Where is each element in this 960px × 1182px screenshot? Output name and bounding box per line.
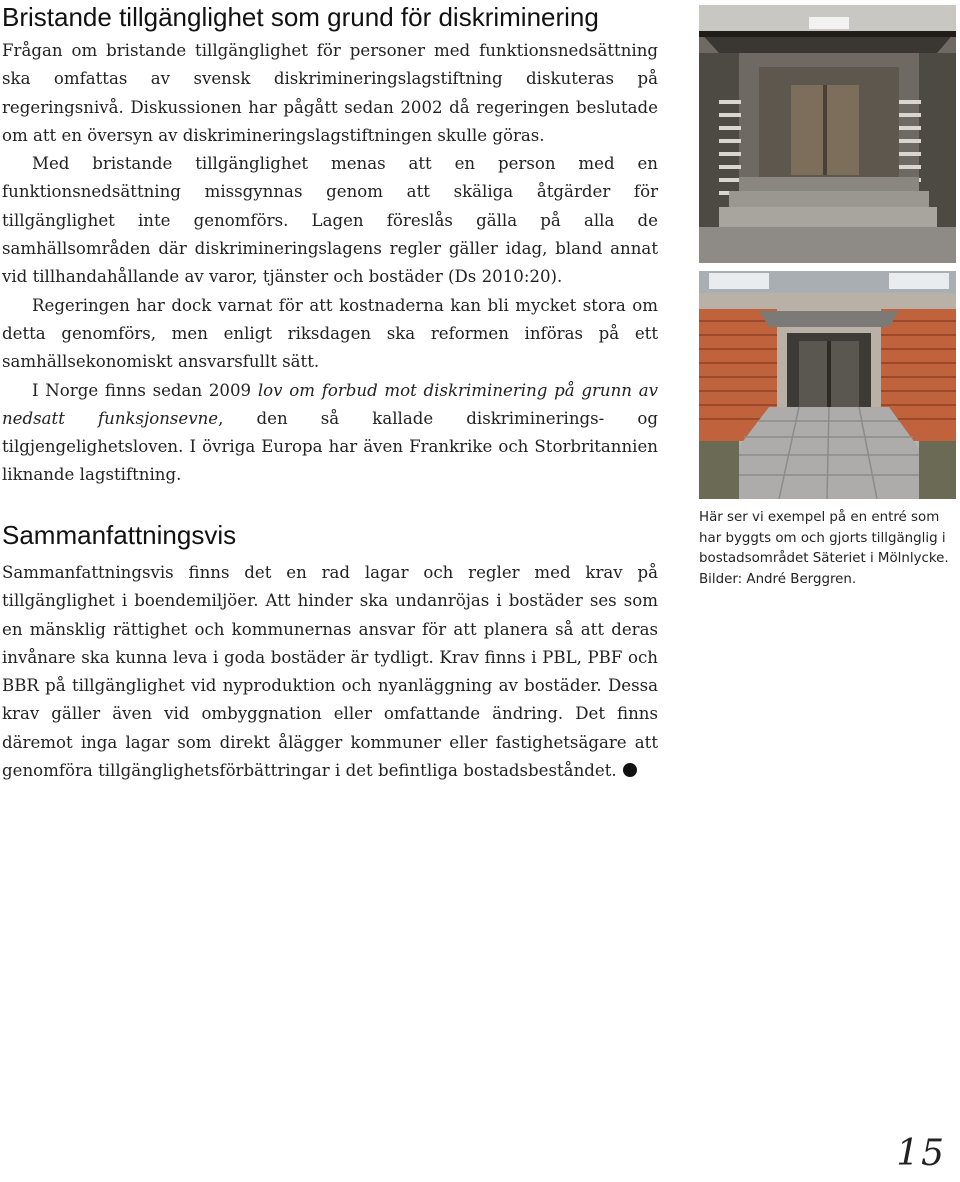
photo-entrance-after <box>699 271 956 499</box>
photo-entrance-before <box>699 5 956 263</box>
paragraph: Med bristande tillgänglighet menas att en person med en funktionsnedsättning missgynnas genom att skäliga åtgärder för tillgänglighet inte genomförs. Lagen föreslås gälla på alla de samhällsområden där diskrimineringslagens regler gäller idag, bland annat vid tillhandahållande av varor, tjänster och bostäder (Ds 2010:20). <box>2 154 658 287</box>
law-title-italic: lov om forbud mot diskriminering på grunn av nedsatt funksjonsevne <box>2 380 658 428</box>
paragraph <box>2 559 658 785</box>
renovated-entrance-photo-illustration <box>699 271 956 499</box>
end-of-article-icon <box>623 763 637 777</box>
photo-caption: Här ser vi exempel på en entré som har byggts om och gjorts tillgänglig i bostadsområdet Säteriet i Mölnlycke. Bilder: André Berggren. <box>699 510 949 588</box>
paragraph: Regeringen har dock varnat för att kostnaderna kan bli mycket stora om detta genomförs, men enligt riksdagen ska reformen införas på ett samhällsekonomiskt ansvarsfullt sätt. <box>2 295 658 372</box>
text-run: I Norge finns sedan 2009 <box>32 380 258 400</box>
text-run: , den så kallade diskriminerings- og tilgjengelighetsloven. I övriga Europa har även Frankrike och Storbritannien liknande lagstiftning. <box>2 408 658 485</box>
text-run: Sammanfattningsvis finns det en rad lagar och regler med krav på tillgänglighet i boendemiljöer. Att hinder ska undanröjas i bostäder ses som en mänsklig rättighet och kommunernas ansvar för att planera så att deras invånare ska kunna leva i goda bostäder är tydligt. Krav finns i PBL, PBF och BBR på tillgänglighet vid nyproduktion och nyanläggning av bostäder. Dessa krav gäller även vid ombyggnation eller omfattande ändring. Det finns däremot inga lagar som direkt ålägger kommuner eller fastighetsägare att genomföra tillgänglighetsförbättringar i det befintliga bostadsbeståndet. <box>2 563 658 781</box>
section-heading-accessibility: Bristande tillgänglighet som grund för diskriminering <box>2 2 599 32</box>
paragraph <box>2 377 658 490</box>
page-number: 15 <box>896 1133 946 1174</box>
paragraph: Frågan om bristande tillgänglighet för personer med funktionsnedsättning ska omfattas av svensk diskrimineringslagstiftning diskuteras på regeringsnivå. Diskussionen har pågått sedan 2002 då regeringen beslutade om att en översyn av diskrimineringslagstiftningen skulle göras. <box>2 41 658 145</box>
entrance-photo-illustration <box>699 5 956 263</box>
section-heading-summary: Sammanfattningsvis <box>2 520 237 550</box>
section-2-body <box>2 559 658 785</box>
section-1-body <box>2 37 658 490</box>
